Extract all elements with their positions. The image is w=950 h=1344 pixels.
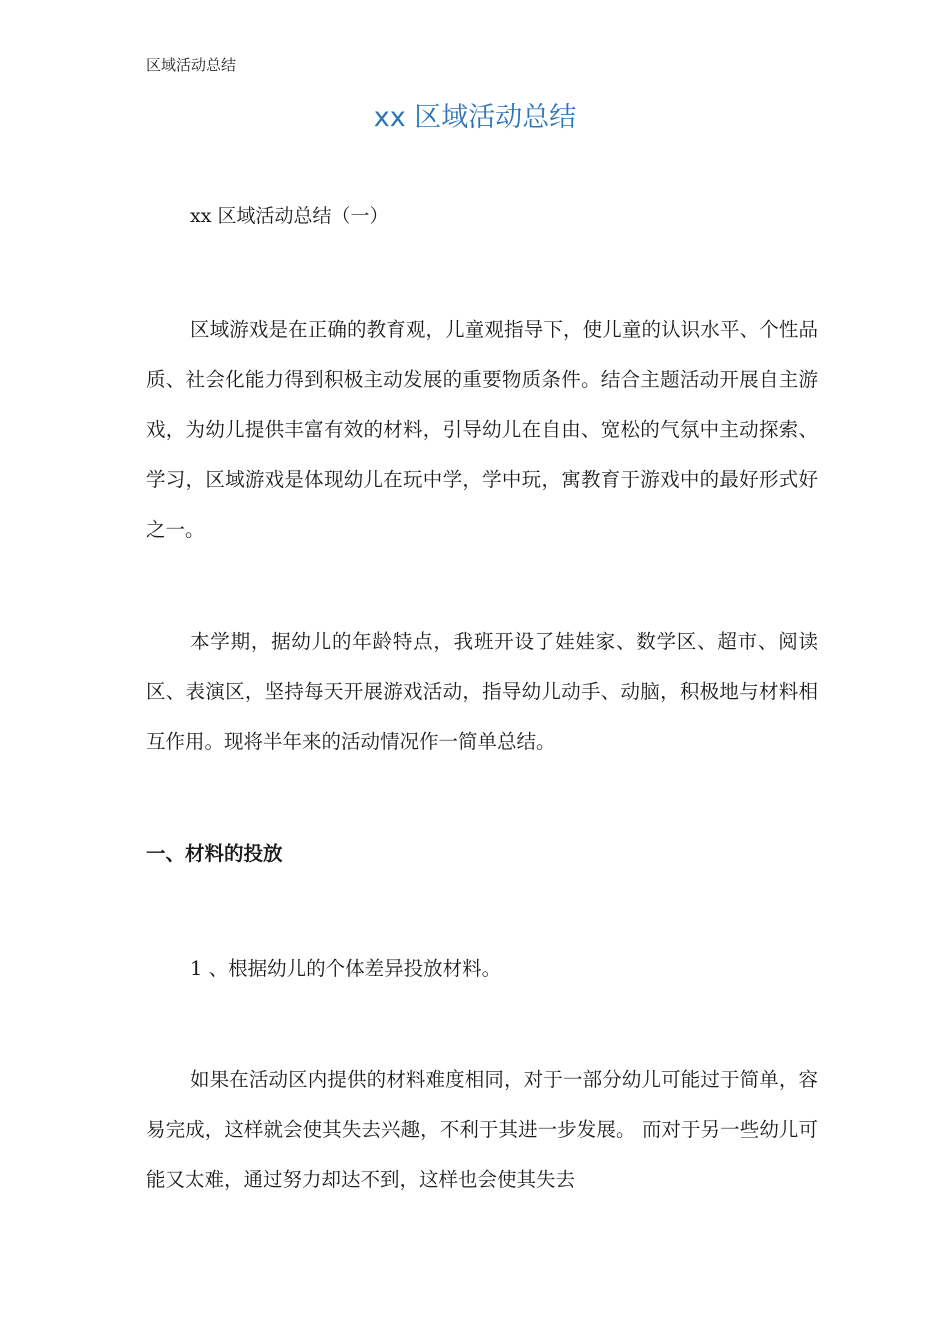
item-heading: 1 、根据幼儿的个体差异投放材料。 xyxy=(190,957,502,980)
body-paragraph-3: 如果在活动区内提供的材料难度相同，对于一部分幼儿可能过于简单，容易完成，这样就会使其失去兴趣，不利于其进一步发展。 而对于另一些幼儿可能又太难，通过努力却达不到，这样也会使其失去 xyxy=(146,1068,818,1191)
document-title: xx 区域活动总结 xyxy=(373,102,577,133)
section-heading: 一、材料的投放 xyxy=(146,842,283,865)
body-paragraph-2: 本学期，据幼儿的年龄特点，我班开设了娃娃家、数学区、超市、阅读区、表演区，坚持每天开展游戏活动，指导幼儿动手、动脑，积极地与材料相互作用。现将半年来的活动情况作一简单总结。 xyxy=(146,630,818,753)
running-header: 区域活动总结 xyxy=(146,56,237,74)
body-paragraph-1: 区域游戏是在正确的教育观，儿童观指导下，使儿童的认识水平、个性品质、社会化能力得到积极主动发展的重要物质条件。结合主题活动开展自主游戏，为幼儿提供丰富有效的材料，引导幼儿在自由、宽松的气氛中主动探索、学习，区域游戏是体现幼儿在玩中学，学中玩，寓教育于游戏中的最好形式好之一。 xyxy=(146,318,818,541)
document-subtitle: xx 区域活动总结（一） xyxy=(190,205,389,227)
